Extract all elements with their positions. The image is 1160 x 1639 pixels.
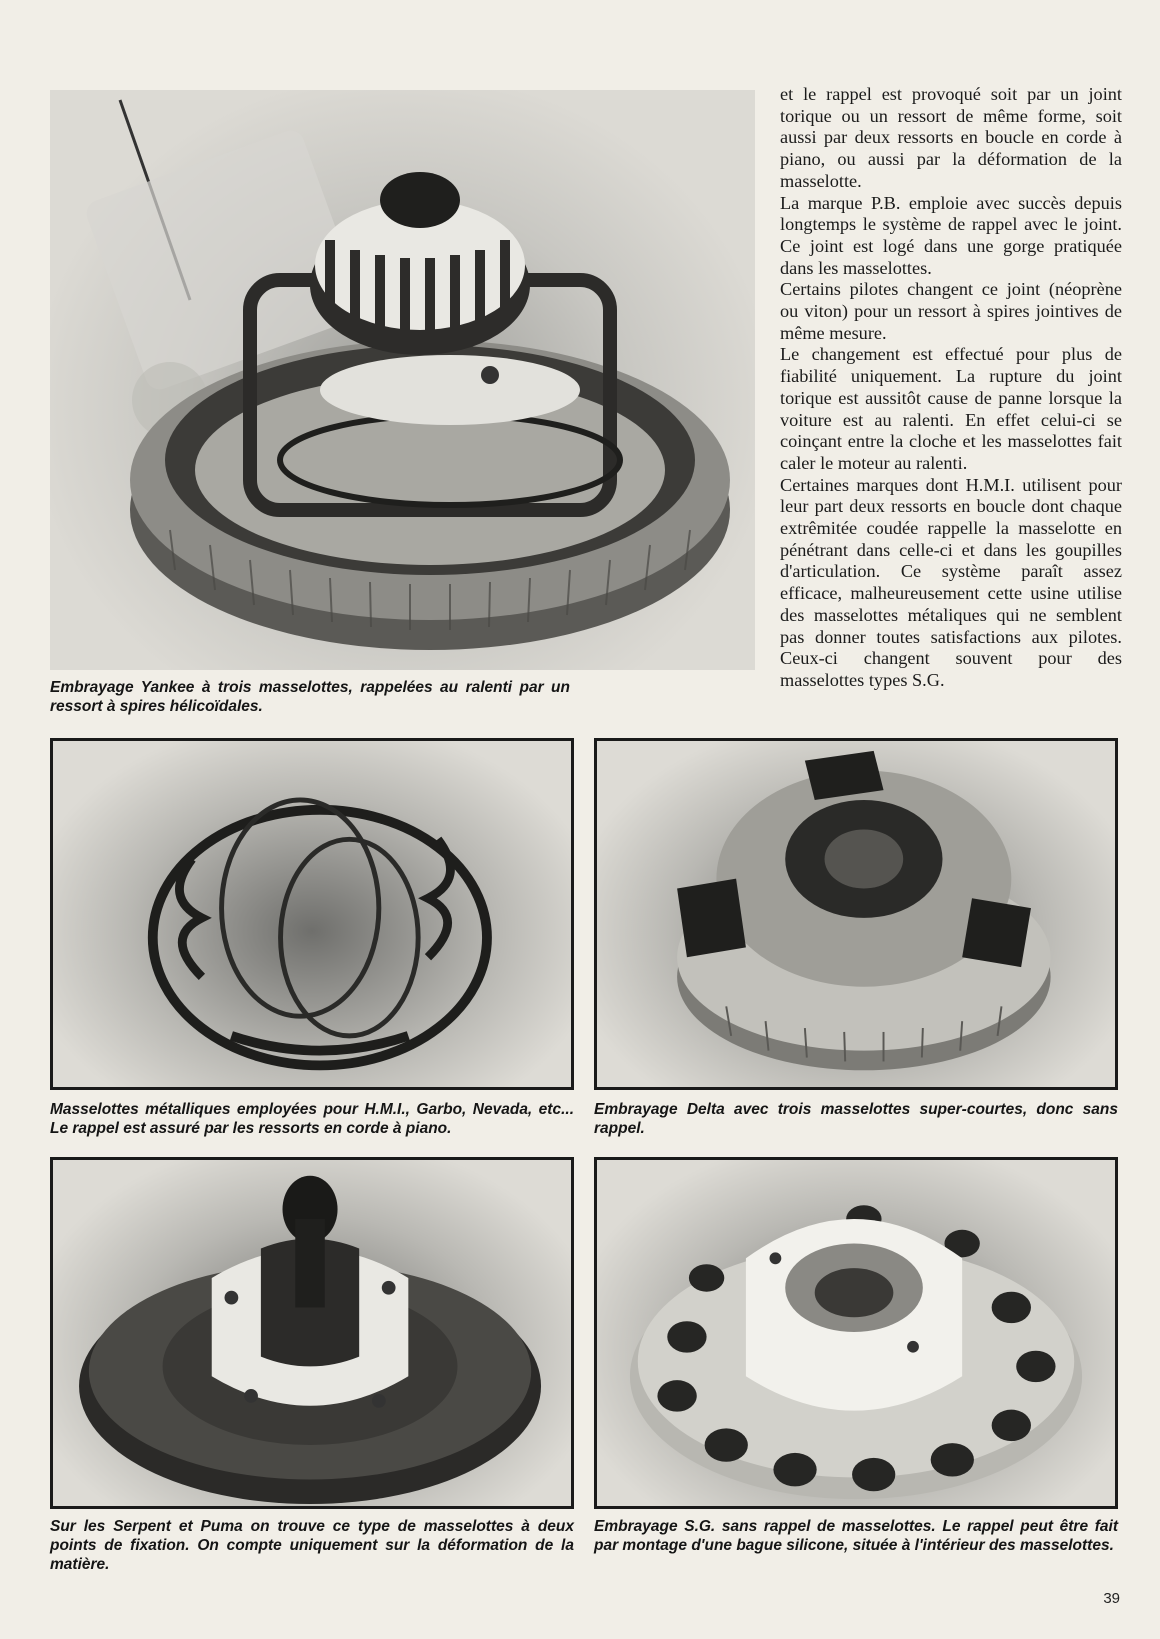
- paragraph-2: La marque P.B. emploie avec succès depuis longtemps le système de rappel avec le joint. Ce joint est logé dans une gorge pratiquée dans les masselottes.: [780, 192, 1122, 278]
- photo-metal-weights: [50, 738, 574, 1090]
- photo-sg-clutch: [594, 1157, 1118, 1509]
- metal-weights-illustration: [53, 741, 571, 1087]
- serpent-puma-illustration: [53, 1160, 571, 1506]
- paragraph-5: Certaines marques dont H.M.I. utilisent pour leur part deux ressorts en boucle dont chaque extrêmitée coudée rappelle la masselotte en pénétrant dans celle-ci et dans les goupilles d'articulation. Ce système paraît assez efficace, malheureusement cette usine utilise des masselottes métaliques qui ne semblent pas donner toutes satisfactions aux pilotes. Ceux-ci changent souvent pour des masselottes types S.G.: [780, 474, 1122, 690]
- photo-serpent-puma: [50, 1157, 574, 1509]
- caption-yankee: Embrayage Yankee à trois masselottes, rappelées au ralenti par un ressort à spires hélicoïdales.: [50, 679, 570, 715]
- delta-clutch-illustration: [597, 741, 1115, 1087]
- photo-delta-clutch: [594, 738, 1118, 1090]
- caption-delta: Embrayage Delta avec trois masselottes super-courtes, donc sans rappel.: [594, 1101, 1118, 1137]
- caption-metal-weights: Masselottes métalliques employées pour H.M.I., Garbo, Nevada, etc... Le rappel est assuré par les ressorts en corde à piano.: [50, 1101, 574, 1137]
- page-number: 39: [1103, 1590, 1120, 1607]
- paragraph-4: Le changement est effectué pour plus de fiabilité uniquement. La rupture du joint torique est aussitôt cause de panne lorsque la voiture est au ralenti. En effet celui-ci se coinçant entre la cloche et les masselottes fait caler le moteur au ralenti.: [780, 344, 1122, 473]
- paragraph-1: et le rappel est provoqué soit par un joint torique ou un ressort de même forme, soit aussi par deux ressorts en boucle en corde à piano, ou aussi par la déformation de la masselotte.: [780, 84, 1122, 191]
- caption-sg: Embrayage S.G. sans rappel de masselottes. Le rappel peut être fait par montage d'une bague silicone, située à l'intérieur des masselottes.: [594, 1518, 1118, 1554]
- photo-yankee-clutch: [50, 90, 755, 670]
- paragraph-3: Certains pilotes changent ce joint (néoprène ou viton) pour un ressort à spires jointives de même mesure.: [780, 279, 1122, 343]
- yankee-clutch-illustration: [50, 90, 755, 670]
- article-body: [780, 84, 1122, 692]
- sg-clutch-illustration: [597, 1160, 1115, 1506]
- caption-serpent-puma: Sur les Serpent et Puma on trouve ce type de masselottes à deux points de fixation. On compte uniquement sur la déformation de la matière.: [50, 1518, 574, 1573]
